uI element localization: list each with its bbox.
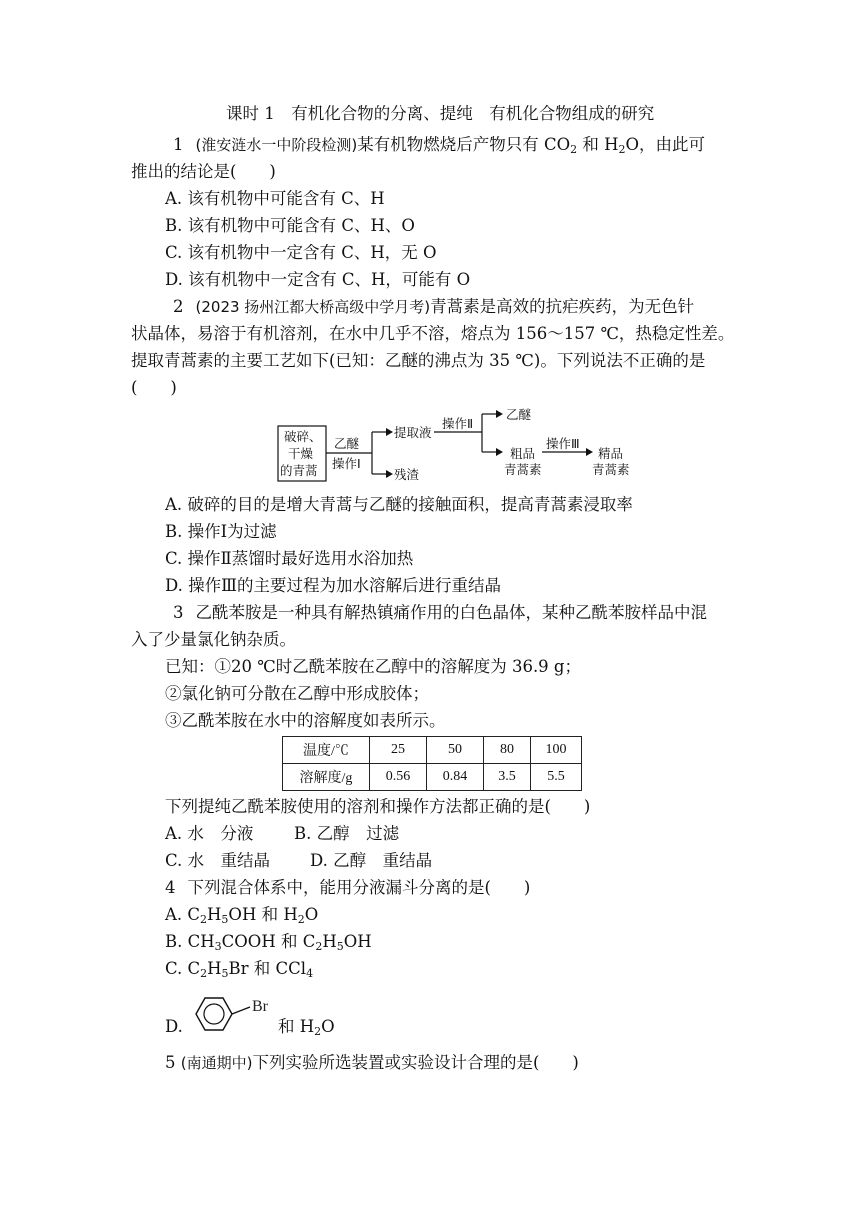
q4-option-c: C. $C_2H_5Br$ 和 CCl$_4$ (165, 959, 314, 980)
q3-question: 下列提纯乙酰苯胺使用的溶剂和操作方法都正确的是( ) (165, 797, 591, 816)
q2-stem-line2: 状晶体，易溶于有机溶剂，在水中几乎不溶，熔点为 156～157 ℃，热稳定性差。 (131, 324, 735, 343)
q3-stem-line1: 3 乙酰苯胺是一种具有解热镇痛作用的白色晶体，某种乙酰苯胺样品中混 (173, 603, 707, 622)
q4-stem: 4 下列混合体系中，能用分液漏斗分离的是( ) (165, 878, 531, 897)
table-cell: 温度/℃ (283, 737, 370, 764)
q5-number: 5 (165, 1053, 176, 1072)
table-cell: 0.84 (427, 764, 484, 791)
flow-ether: 乙醚 (506, 407, 532, 422)
q1-option-d: D. 该有机物中一定含有 C、H，可能有 O (165, 270, 471, 289)
q3-stem-line2: 入了少量氯化钠杂质。 (131, 630, 296, 649)
arrowhead (386, 470, 393, 478)
q2-option-b: B. 操作Ⅰ为过滤 (165, 522, 277, 541)
q5-source: (南通期中) (180, 1054, 253, 1072)
table-cell: 100 (531, 737, 582, 764)
page-title: 课时 1 有机化合物的分离、提纯 有机化合物组成的研究 (226, 104, 655, 123)
flow-pure-2: 青蒿素 (592, 462, 630, 477)
q2-stem-line3: 提取青蒿素的主要工艺如下(已知：乙醚的沸点为 35 ℃)。下列说法不正确的是 (131, 351, 706, 370)
arrowhead (386, 428, 393, 436)
q2-option-a: A. 破碎的目的是增大青蒿与乙醚的接触面积，提高青蒿素浸取率 (165, 495, 633, 514)
q4-number: 4 (165, 878, 176, 897)
q2-number: 2 (173, 297, 184, 316)
flow-box-line3: 的青蒿 (280, 463, 318, 478)
q2-option-d: D. 操作Ⅲ的主要过程为加水溶解后进行重结晶 (165, 576, 502, 595)
q3-number: 3 (173, 603, 184, 622)
bromine-label: Br (252, 998, 268, 1015)
table-cell: 0.56 (370, 764, 427, 791)
q1-source: (淮安涟水一中阶段检测) (195, 136, 358, 154)
q4-option-d-label: D. (165, 1017, 183, 1036)
q1-option-c: C. 该有机物中一定含有 C、H，无 O (165, 243, 437, 262)
benzene-ring (196, 998, 232, 1030)
q3-known-2: ②氯化钠可分散在乙醇中形成胶体； (165, 684, 429, 703)
q3-option-a: A. 水 分液 (165, 824, 254, 843)
table-cell: 25 (370, 737, 427, 764)
flow-op2: 操作Ⅱ (442, 416, 474, 431)
table-cell: 5.5 (531, 764, 582, 791)
flow-box-line1: 破碎、 (284, 429, 322, 444)
q1-stem-line2: 推出的结论是( ) (131, 162, 276, 181)
flow-crude-1: 粗品 (510, 446, 536, 461)
q5-stem: 5 (南通期中)下列实验所选装置或实验设计合理的是( ) (165, 1053, 579, 1072)
arrowhead (496, 410, 503, 418)
table-cell: 80 (484, 737, 531, 764)
q2-stem-line4: ( ) (131, 378, 177, 397)
q2-source: (2023 扬州江都大桥高级中学月考) (195, 298, 431, 316)
flow-residue: 残渣 (394, 467, 420, 482)
solubility-table (282, 736, 582, 791)
q2-stem-line1: 2 (2023 扬州江都大桥高级中学月考)青蒿素是高效的抗疟疾药，为无色针 (173, 297, 695, 316)
table-cell: 50 (427, 737, 484, 764)
table-row (283, 764, 582, 791)
q2-flow-diagram (276, 404, 656, 484)
q1-number: 1 (173, 135, 184, 154)
table-row (283, 737, 582, 764)
q3-option-c: C. 水 重结晶 (165, 851, 271, 870)
flow-pure-1: 精品 (598, 446, 624, 461)
flow-crude-2: 青蒿素 (504, 462, 542, 477)
q3-known-3: ③乙酰苯胺在水中的溶解度如表所示。 (165, 711, 446, 730)
q4-option-a: A. $C_2H_5OH$ 和 $H_2O$ (165, 905, 319, 926)
q3-known-1: 已知：①20 ℃时乙酰苯胺在乙醇中的溶解度为 36.9 g； (165, 657, 581, 676)
q1-option-a: A. 该有机物中可能含有 C、H (165, 189, 385, 208)
table-cell: 3.5 (484, 764, 531, 791)
q3-option-d: D. 乙醇 重结晶 (310, 851, 433, 870)
arrowhead (586, 448, 593, 456)
flow-op3: 操作Ⅲ (546, 436, 580, 451)
c-br-bond (232, 1007, 250, 1014)
q4-option-b: B. $CH_3COOH$ 和 $C_2H_5OH$ (165, 932, 372, 953)
q4-option-d-tail: 和 $H_2O$ (278, 1017, 335, 1038)
q1-stem-line1: 1 (淮安涟水一中阶段检测)某有机物燃烧后产物只有 $CO_2$ 和 $H_2O$，由此可 (173, 135, 706, 156)
aromatic-circle (204, 1004, 224, 1024)
table-cell: 溶解度/g (283, 764, 370, 791)
bromobenzene-structure (186, 990, 278, 1036)
flow-op1: 操作Ⅰ (332, 456, 361, 471)
flow-solvent: 乙醚 (334, 436, 360, 451)
arrowhead (496, 448, 503, 456)
q3-option-b: B. 乙醇 过滤 (294, 824, 400, 843)
flow-extract: 提取液 (394, 425, 432, 440)
q2-option-c: C. 操作Ⅱ蒸馏时最好选用水浴加热 (165, 549, 414, 568)
q1-option-b: B. 该有机物中可能含有 C、H、O (165, 216, 415, 235)
flow-box-line2: 干燥 (288, 446, 314, 461)
